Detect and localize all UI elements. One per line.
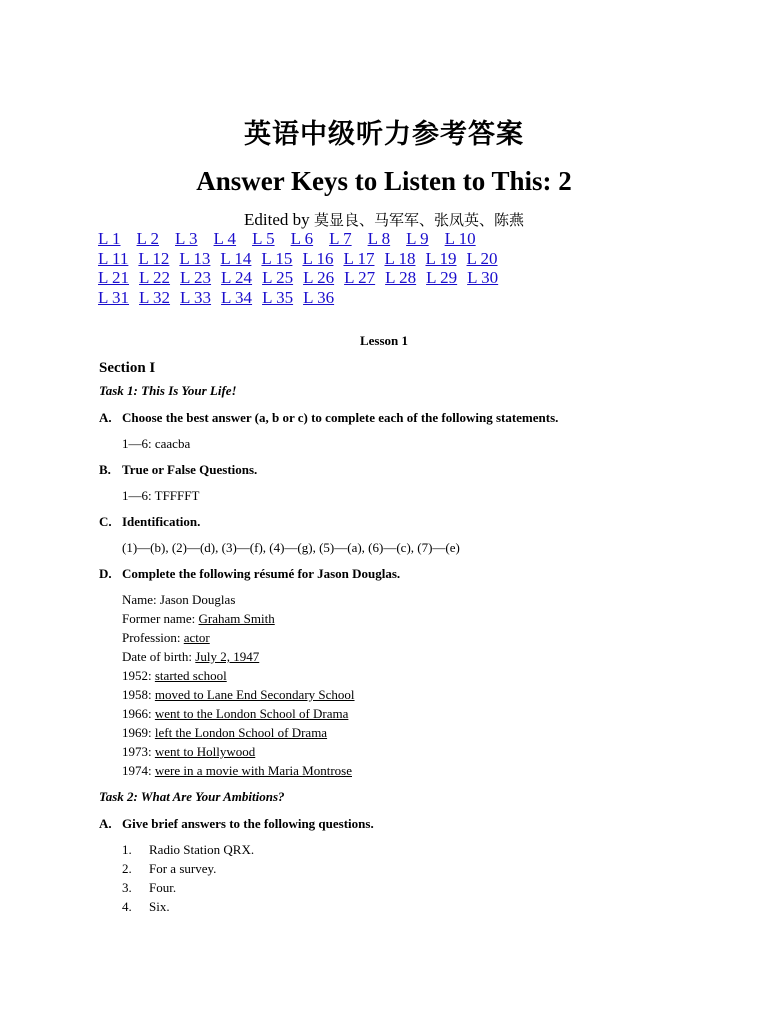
- resume-line: [122, 706, 699, 725]
- list-number: 4.: [122, 899, 132, 914]
- list-item: [122, 880, 699, 899]
- lesson-link[interactable]: L 31: [98, 287, 130, 307]
- lesson-link-row: [98, 268, 498, 288]
- resume-list: [99, 592, 699, 782]
- lesson-link[interactable]: L 36: [303, 287, 335, 307]
- answer-b: 1—6: TFFFFT: [122, 488, 200, 503]
- resume-value: moved to Lane End Secondary School: [154, 687, 355, 702]
- question-text: Give brief answers to the following questions.: [122, 816, 374, 831]
- resume-line: [122, 592, 699, 611]
- lesson-heading: Lesson 1: [359, 333, 409, 348]
- resume-value: went to Hollywood: [154, 744, 256, 759]
- task-2-title: Task 2: What Are Your Ambitions?: [99, 789, 285, 804]
- lesson-link-row: [98, 288, 498, 308]
- lesson-link[interactable]: L 34: [221, 287, 253, 307]
- resume-label: Date of birth:: [122, 649, 196, 664]
- page-title-chinese: 英语中级听力参考答案: [244, 119, 524, 150]
- resume-label: Profession:: [122, 630, 184, 645]
- editors-line: [0, 209, 768, 230]
- resume-value: actor: [183, 630, 210, 645]
- question-letter: C.: [99, 514, 112, 529]
- list-number: 3.: [122, 880, 132, 895]
- lesson-link[interactable]: L 10: [444, 229, 476, 248]
- list-item: [122, 842, 699, 861]
- page-title-english: Answer Keys to Listen to This: 2: [196, 166, 572, 196]
- question-letter: B.: [99, 462, 111, 477]
- lesson-link-row: [98, 229, 498, 249]
- resume-label: Name:: [122, 592, 160, 607]
- lesson-link[interactable]: L 18: [384, 248, 416, 268]
- resume-label: 1969:: [122, 725, 155, 740]
- lesson-link[interactable]: L 35: [262, 287, 294, 307]
- resume-label: 1952:: [122, 668, 155, 683]
- question-text: Identification.: [122, 514, 201, 529]
- resume-label: Former name:: [122, 611, 199, 626]
- lesson-link[interactable]: L 1: [98, 229, 121, 248]
- lesson-link[interactable]: L 20: [466, 248, 498, 268]
- resume-line: [122, 763, 699, 782]
- question-letter: D.: [99, 566, 112, 581]
- list-number: 1.: [122, 842, 132, 857]
- lesson-link[interactable]: L 11: [98, 248, 129, 268]
- task-2-question-a: [99, 816, 699, 842]
- lesson-navigation: [98, 229, 498, 307]
- lesson-link[interactable]: L 22: [139, 268, 171, 287]
- question-text: Choose the best answer (a, b or c) to complete each of the following statements.: [122, 410, 559, 425]
- lesson-link[interactable]: L 7: [329, 229, 352, 248]
- question-letter: A.: [99, 816, 112, 831]
- lesson-link[interactable]: L 5: [252, 229, 275, 248]
- resume-value: started school: [154, 668, 227, 683]
- question-text: Complete the following résumé for Jason Douglas.: [122, 566, 401, 581]
- resume-line: [122, 668, 699, 687]
- editors-names: 莫显良、马军军、张凤英、陈燕: [313, 211, 524, 229]
- lesson-link[interactable]: L 16: [302, 248, 334, 268]
- resume-line: [122, 687, 699, 706]
- answer-content: [99, 359, 699, 918]
- task-2-answer-list: [99, 842, 699, 918]
- question-d: [99, 566, 699, 592]
- lesson-link[interactable]: L 3: [175, 229, 198, 248]
- answer-a: 1—6: caacba: [122, 436, 191, 451]
- resume-value: July 2, 1947: [195, 649, 260, 664]
- lesson-link[interactable]: L 32: [139, 287, 171, 307]
- resume-label: 1958:: [122, 687, 155, 702]
- lesson-link[interactable]: L 9: [406, 229, 429, 248]
- resume-value: left the London School of Drama: [154, 725, 328, 740]
- resume-line: [122, 725, 699, 744]
- lesson-link[interactable]: L 30: [467, 268, 499, 287]
- lesson-link[interactable]: L 4: [213, 229, 237, 248]
- resume-value: Jason Douglas: [159, 592, 236, 607]
- lesson-link[interactable]: L 14: [220, 248, 252, 268]
- list-number: 2.: [122, 861, 132, 876]
- lesson-link[interactable]: L 26: [303, 268, 335, 287]
- section-heading: Section I: [99, 360, 156, 376]
- lesson-link[interactable]: L 19: [425, 248, 457, 268]
- lesson-link[interactable]: L 24: [221, 268, 253, 287]
- question-letter: A.: [99, 410, 112, 425]
- resume-line: [122, 630, 699, 649]
- lesson-link[interactable]: L 17: [343, 248, 375, 268]
- lesson-link[interactable]: L 13: [179, 248, 211, 268]
- lesson-link[interactable]: L 8: [367, 229, 391, 248]
- lesson-link[interactable]: L 33: [180, 287, 212, 307]
- lesson-link[interactable]: L 15: [261, 248, 293, 268]
- lesson-link[interactable]: L 27: [344, 268, 376, 287]
- answer-c: (1)—(b), (2)—(d), (3)—(f), (4)—(g), (5)—(a), (6)—(c), (7)—(e): [122, 540, 460, 555]
- task-1-title: Task 1: This Is Your Life!: [99, 383, 237, 398]
- lesson-link[interactable]: L 28: [385, 268, 417, 287]
- list-text: Four.: [149, 880, 177, 895]
- lesson-link[interactable]: L 12: [138, 248, 170, 268]
- list-item: [122, 861, 699, 880]
- question-a: [99, 410, 699, 436]
- lesson-link-row: [98, 249, 498, 269]
- question-text: True or False Questions.: [122, 462, 258, 477]
- resume-line: [122, 744, 699, 763]
- question-b: [99, 462, 699, 488]
- resume-label: 1973:: [122, 744, 155, 759]
- resume-label: 1966:: [122, 706, 155, 721]
- lesson-link[interactable]: L 6: [290, 229, 314, 248]
- resume-value: Graham Smith: [198, 611, 275, 626]
- resume-line: [122, 611, 699, 630]
- list-text: For a survey.: [149, 861, 217, 876]
- lesson-link[interactable]: L 25: [262, 268, 294, 287]
- lesson-link[interactable]: L 21: [98, 268, 130, 287]
- list-text: Six.: [149, 899, 170, 914]
- lesson-link[interactable]: L 23: [180, 268, 212, 287]
- resume-line: [122, 649, 699, 668]
- resume-value: went to the London School of Drama: [154, 706, 349, 721]
- lesson-link[interactable]: L 2: [136, 229, 160, 248]
- lesson-link[interactable]: L 29: [426, 268, 458, 287]
- list-text: Radio Station QRX.: [149, 842, 255, 857]
- editors-prefix: Edited by: [244, 210, 314, 229]
- resume-value: were in a movie with Maria Montrose: [154, 763, 352, 778]
- resume-label: 1974:: [122, 763, 155, 778]
- list-item: [122, 899, 699, 918]
- question-c: [99, 514, 699, 540]
